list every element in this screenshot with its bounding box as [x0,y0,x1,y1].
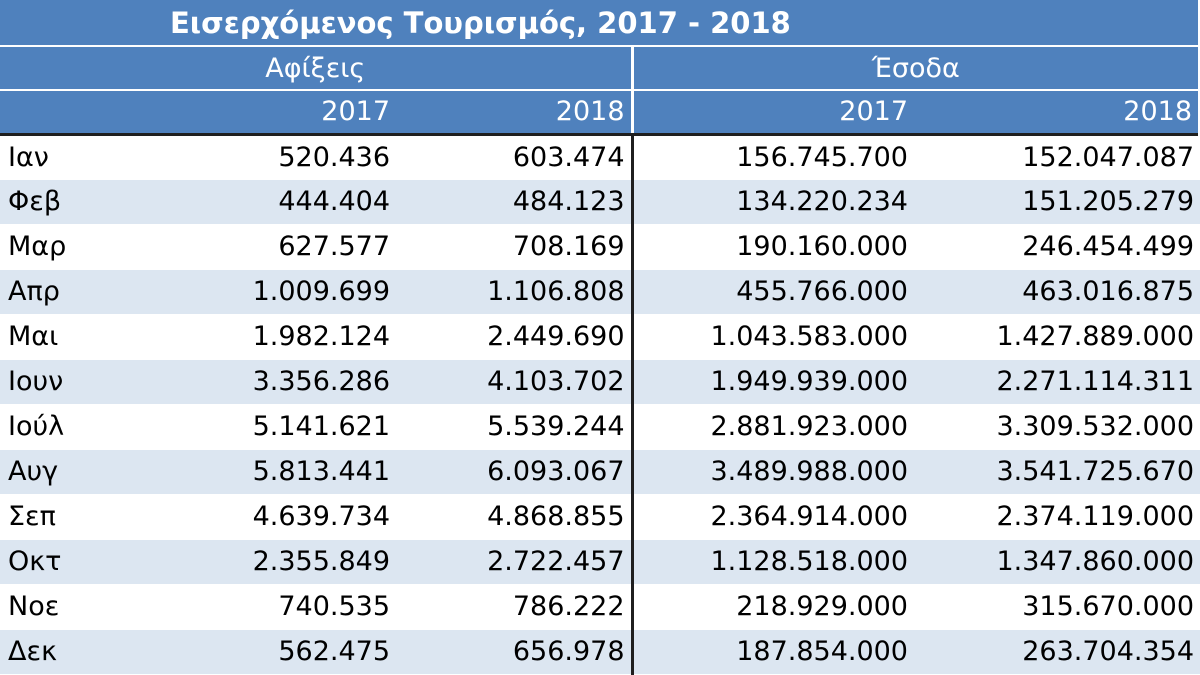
revenue-2017-cell: 187.854.000 [632,629,914,674]
table-row [0,134,1200,179]
arrivals-2017-cell: 5.141.621 [160,404,396,449]
table-body [0,134,1200,674]
arrivals-2018-cell: 6.093.067 [396,449,632,494]
month-cell: Νοε [0,584,160,629]
arrivals-2017-cell: 444.404 [160,179,396,224]
arrivals-2017-cell: 627.577 [160,224,396,269]
arrivals-2017-cell: 562.475 [160,629,396,674]
group-header-row [0,46,1200,90]
revenue-2018-cell: 2.374.119.000 [914,494,1200,539]
revenue-2017-cell: 2.881.923.000 [632,404,914,449]
revenue-2018-cell: 463.016.875 [914,269,1200,314]
month-cell: Αυγ [0,449,160,494]
arrivals-2017-cell: 1.009.699 [160,269,396,314]
month-cell: Ιαν [0,134,160,179]
arrivals-2018-cell: 708.169 [396,224,632,269]
table-row [0,449,1200,494]
month-cell: Φεβ [0,179,160,224]
arrivals-2018-header: 2018 [396,90,632,134]
month-cell: Ιούλ [0,404,160,449]
arrivals-2017-cell: 5.813.441 [160,449,396,494]
revenue-2018-header: 2018 [914,90,1200,134]
arrivals-2018-cell: 603.474 [396,134,632,179]
revenue-2018-cell: 151.205.279 [914,179,1200,224]
revenue-2017-cell: 156.745.700 [632,134,914,179]
month-cell: Οκτ [0,539,160,584]
arrivals-2017-cell: 520.436 [160,134,396,179]
arrivals-2017-cell: 3.356.286 [160,359,396,404]
arrivals-2017-cell: 4.639.734 [160,494,396,539]
arrivals-2017-cell: 740.535 [160,584,396,629]
revenue-2017-cell: 1.949.939.000 [632,359,914,404]
table-row [0,584,1200,629]
table-row [0,179,1200,224]
revenue-2018-cell: 1.427.889.000 [914,314,1200,359]
table-row [0,314,1200,359]
table-row [0,269,1200,314]
month-cell: Μαι [0,314,160,359]
month-cell: Σεπ [0,494,160,539]
arrivals-2018-cell: 2.449.690 [396,314,632,359]
revenue-2017-cell: 218.929.000 [632,584,914,629]
revenue-2017-cell: 1.043.583.000 [632,314,914,359]
arrivals-group-header: Αφίξεις [0,46,632,90]
table-row [0,404,1200,449]
table-row [0,494,1200,539]
revenue-2018-cell: 315.670.000 [914,584,1200,629]
revenue-2018-cell: 152.047.087 [914,134,1200,179]
arrivals-2018-cell: 786.222 [396,584,632,629]
table-row [0,629,1200,674]
arrivals-2018-cell: 1.106.808 [396,269,632,314]
revenue-2018-cell: 3.541.725.670 [914,449,1200,494]
table-title: Εισερχόμενος Τουρισμός, 2017 - 2018 [0,0,1200,46]
revenue-2017-cell: 134.220.234 [632,179,914,224]
revenue-2017-cell: 190.160.000 [632,224,914,269]
table-row [0,539,1200,584]
table-row [0,224,1200,269]
revenue-2018-cell: 263.704.354 [914,629,1200,674]
arrivals-2018-cell: 656.978 [396,629,632,674]
revenue-2018-cell: 246.454.499 [914,224,1200,269]
arrivals-2018-cell: 4.103.702 [396,359,632,404]
revenue-group-header: Έσοδα [632,46,1200,90]
year-header-row [0,90,1200,134]
month-header-blank [0,90,160,134]
month-cell: Μαρ [0,224,160,269]
revenue-2017-cell: 1.128.518.000 [632,539,914,584]
revenue-2018-cell: 1.347.860.000 [914,539,1200,584]
month-cell: Δεκ [0,629,160,674]
revenue-2017-cell: 2.364.914.000 [632,494,914,539]
month-cell: Απρ [0,269,160,314]
table-row [0,359,1200,404]
arrivals-2018-cell: 5.539.244 [396,404,632,449]
revenue-2018-cell: 2.271.114.311 [914,359,1200,404]
arrivals-2018-cell: 4.868.855 [396,494,632,539]
arrivals-2017-cell: 2.355.849 [160,539,396,584]
arrivals-2018-cell: 2.722.457 [396,539,632,584]
arrivals-2017-header: 2017 [160,90,396,134]
revenue-2017-cell: 3.489.988.000 [632,449,914,494]
revenue-2018-cell: 3.309.532.000 [914,404,1200,449]
arrivals-2017-cell: 1.982.124 [160,314,396,359]
revenue-2017-header: 2017 [632,90,914,134]
title-row [0,0,1200,46]
month-cell: Ιουν [0,359,160,404]
revenue-2017-cell: 455.766.000 [632,269,914,314]
arrivals-2018-cell: 484.123 [396,179,632,224]
